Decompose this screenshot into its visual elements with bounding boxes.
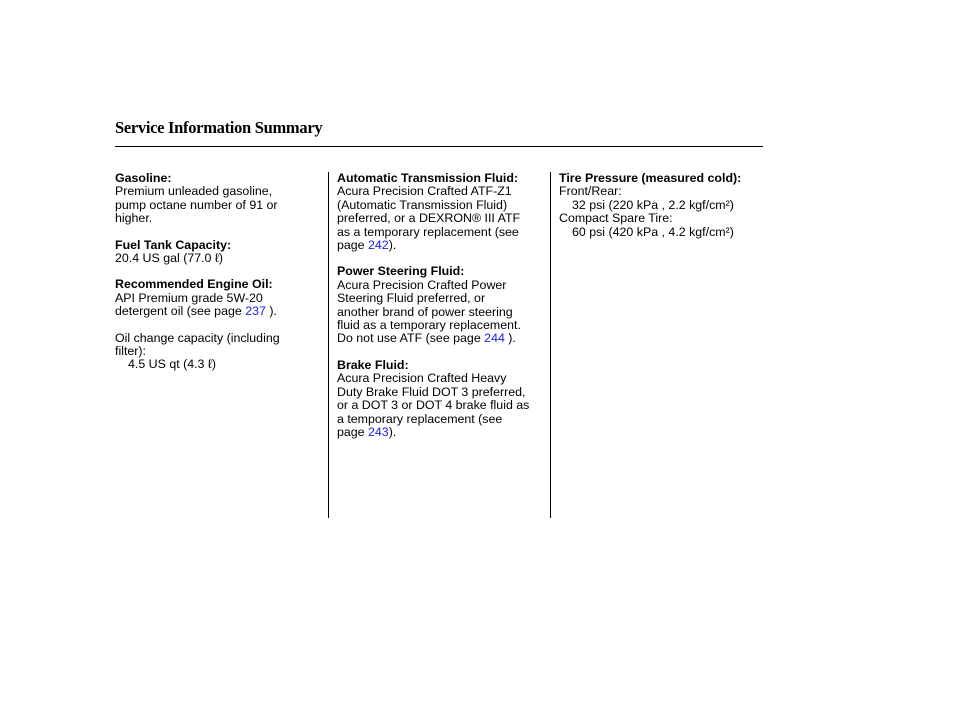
page-link-242[interactable]: 242 <box>368 238 389 253</box>
brake-fluid-text-5-post: ). <box>388 424 397 439</box>
tire-spare-label: Compact Spare Tire: <box>559 211 673 226</box>
brake-fluid-text-4: a temporary replacement (see <box>337 411 503 426</box>
gasoline-section <box>115 172 315 226</box>
column-2 <box>337 172 547 452</box>
power-steering-heading: Power Steering Fluid: <box>337 264 465 279</box>
page-link-243[interactable]: 243 <box>368 424 389 439</box>
engine-oil-heading: Recommended Engine Oil: <box>115 277 273 292</box>
oil-change-text-2: filter): <box>115 344 146 359</box>
tire-front-rear-value: 32 psi (220 kPa , 2.2 kgf/cm²) <box>572 197 734 212</box>
brake-fluid-text-1: Acura Precision Crafted Heavy <box>337 371 507 386</box>
atf-section <box>337 172 547 252</box>
atf-text-5-pre: page <box>337 238 369 253</box>
brake-fluid-text-5-pre: page <box>337 424 369 439</box>
atf-text-5-post: ). <box>388 238 397 253</box>
column-divider-2 <box>550 172 551 518</box>
tire-pressure-heading: Tire Pressure (measured cold): <box>559 171 742 185</box>
brake-fluid-text-2: Duty Brake Fluid DOT 3 preferred, <box>337 384 526 399</box>
fuel-tank-heading: Fuel Tank Capacity: <box>115 237 232 252</box>
power-steering-text-1: Acura Precision Crafted Power <box>337 277 507 292</box>
page-link-237[interactable]: 237 <box>245 304 266 319</box>
power-steering-text-5 <box>337 332 547 345</box>
oil-change-text-1: Oil change capacity (including <box>115 330 280 345</box>
page-link-244[interactable]: 244 <box>484 331 505 346</box>
gasoline-text-3: higher. <box>115 211 153 226</box>
tire-pressure-section <box>559 172 759 239</box>
engine-oil-text-2-pre: detergent oil (see page <box>115 304 246 319</box>
column-3 <box>559 172 759 252</box>
atf-heading: Automatic Transmission Fluid: <box>337 171 519 185</box>
engine-oil-text-2 <box>115 305 315 318</box>
oil-change-value: 4.5 US qt (4.3 ℓ) <box>128 357 217 372</box>
brake-fluid-text-3: or a DOT 3 or DOT 4 brake fluid as <box>337 398 530 413</box>
gasoline-text-1: Premium unleaded gasoline, <box>115 184 273 199</box>
engine-oil-text-2-post: ). <box>265 304 277 319</box>
power-steering-text-3: another brand of power steering <box>337 304 513 319</box>
tire-spare-value: 60 psi (420 kPa , 4.2 kgf/cm²) <box>572 224 734 239</box>
oil-change-section <box>115 332 315 372</box>
column-1 <box>115 172 315 385</box>
atf-text-2: (Automatic Transmission Fluid) <box>337 197 508 212</box>
engine-oil-text-1: API Premium grade 5W-20 <box>115 290 263 305</box>
brake-fluid-heading: Brake Fluid: <box>337 357 409 372</box>
atf-text-3: preferred, or a DEXRON® III ATF <box>337 211 521 226</box>
fuel-tank-value: 20.4 US gal (77.0 ℓ) <box>115 251 224 266</box>
page-title: Service Information Summary <box>115 118 323 137</box>
brake-fluid-text-5 <box>337 426 547 439</box>
power-steering-text-5-post: ). <box>504 331 516 346</box>
title-rule <box>115 146 763 147</box>
power-steering-text-2: Steering Fluid preferred, or <box>337 291 486 306</box>
gasoline-heading: Gasoline: <box>115 171 172 185</box>
fuel-tank-section <box>115 239 315 266</box>
brake-fluid-section <box>337 359 547 439</box>
power-steering-text-5-pre: Do not use ATF (see page <box>337 331 485 346</box>
tire-front-rear-label: Front/Rear: <box>559 184 622 199</box>
engine-oil-section <box>115 278 315 318</box>
atf-text-5 <box>337 239 547 252</box>
gasoline-text-2: pump octane number of 91 or <box>115 197 278 212</box>
power-steering-section <box>337 265 547 345</box>
atf-text-4: as a temporary replacement (see <box>337 224 519 239</box>
column-divider-1 <box>328 172 329 518</box>
atf-text-1: Acura Precision Crafted ATF-Z1 <box>337 184 512 199</box>
power-steering-text-4: fluid as a temporary replacement. <box>337 318 521 333</box>
